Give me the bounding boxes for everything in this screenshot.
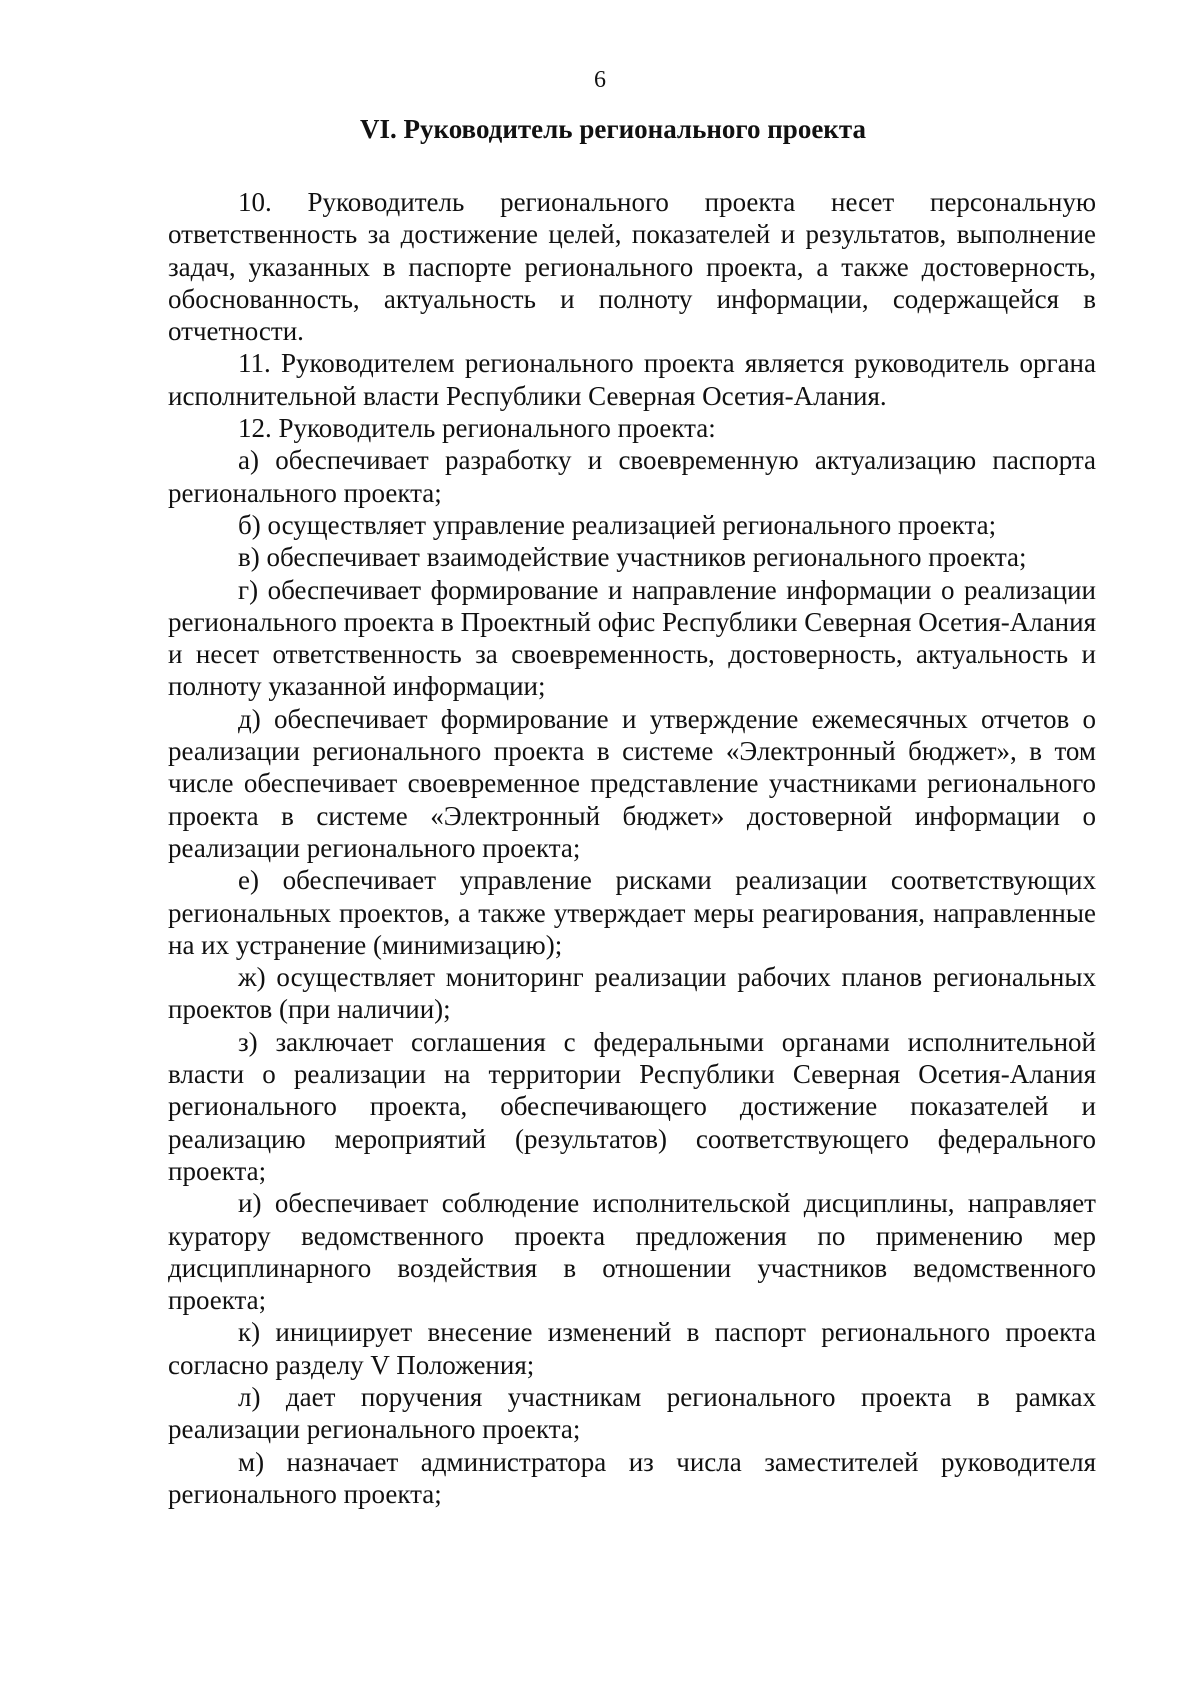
paragraph-11: 11. Руководителем регионального проекта является руководитель органа исполнительной власти Республики Северная Осетия-Алания. (168, 348, 1096, 411)
list-item-v: в) обеспечивает взаимодействие участников регионального проекта; (238, 542, 1027, 573)
list-item-l: л) дает поручения участникам регионального проекта в рамках реализации регионального проекта; (168, 1381, 1096, 1445)
paragraph-10: 10. Руководитель регионального проекта несет персональную ответственность за достижение целей, показателей и результатов, выполнение задач, указанных в паспорте регионального проекта, а также достоверность, обоснованность, актуальность и полноту информации, содержащейся в отчетности. (168, 187, 1096, 347)
list-item-a: а) обеспечивает разработку и своевременную актуализацию паспорта регионального проекта; (168, 445, 1096, 508)
list-item-k: к) инициирует внесение изменений в паспорт регионального проекта согласно разделу V Положения; (168, 1317, 1096, 1380)
list-item-i: и) обеспечивает соблюдение исполнительской дисциплины, направляет куратору ведомственного проекта предложения по применению мер дисциплинарного воздействия в отношении участников ведомственного проекта; (168, 1188, 1096, 1316)
list-item-zh: ж) осуществляет мониторинг реализации рабочих планов региональных проектов (при наличии); (168, 962, 1096, 1025)
list-item-b: б) осуществляет управление реализацией регионального проекта; (238, 509, 997, 540)
paragraph-12: 12. Руководитель регионального проекта: (238, 413, 716, 444)
list-item-g: г) обеспечивает формирование и направление информации о реализации регионального проекта в Проектный офис Республики Северная Осетия-Алания и несет ответственность за своевременность, достоверность, актуальность и полноту указанной информации; (168, 574, 1096, 702)
document-body (168, 186, 1096, 1510)
page-number: 6 (594, 67, 606, 93)
list-item-e: е) обеспечивает управление рисками реализации соответствующих региональных проектов, а также утверждает меры реагирования, направленные на их устранение (минимизацию); (168, 865, 1096, 960)
list-item-m: м) назначает администратора из числа заместителей руководителя регионального проекта; (168, 1446, 1096, 1509)
list-item-d: д) обеспечивает формирование и утверждение ежемесячных отчетов о реализации регионального проекта в системе «Электронный бюджет», в том числе обеспечивает своевременное представление участниками регионального проекта в системе «Электронный бюджет» достоверной информации о реализации регионального проекта; (168, 703, 1096, 863)
list-item-z: з) заключает соглашения с федеральными органами исполнительной власти о реализации на территории Республики Северная Осетия-Алания регионального проекта, обеспечивающего достижение показателей и реализацию мероприятий (результатов) соответствующего федерального проекта; (168, 1026, 1096, 1186)
section-title: VI. Руководитель регионального проекта (360, 114, 866, 144)
